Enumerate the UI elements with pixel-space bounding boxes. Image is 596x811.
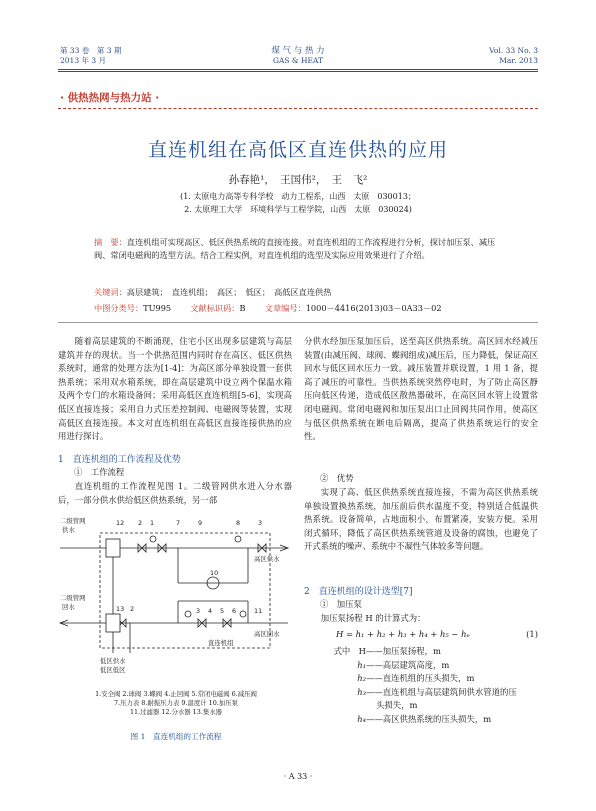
num-8: 8	[236, 519, 241, 527]
num-3: 3	[258, 519, 263, 527]
def-text: ——直连机组的压头损失，m	[366, 673, 475, 684]
header-rule	[58, 69, 538, 70]
def-sym	[304, 699, 376, 713]
label-return-in-1: 二级管网	[60, 594, 86, 602]
abstract	[94, 236, 502, 262]
header-right-line1: Vol. 33 No. 3	[489, 46, 538, 55]
def-text: ——高层建筑高度，m	[366, 659, 450, 670]
page-number: · A 33 ·	[283, 772, 313, 781]
num-4: 4	[208, 607, 213, 615]
paper-title: 直连机组在高低区直连供热的应用	[147, 139, 448, 161]
num-9: 9	[198, 519, 203, 527]
heading-1-2: ② 优势	[320, 473, 354, 483]
label-return-in-2: 回水	[62, 603, 75, 611]
num-2: 2	[138, 519, 143, 527]
def-row	[304, 686, 538, 700]
left-para-1: 随着高层建筑的不断涌现，住宅小区出现多层建筑与高层建筑并存的现状。当一个供热范围内同时存在高区、低区供热系统时，通常的处理方法为[1-4]：为高区部分单独设置一套供热系统；采用双水箱系统，即在高层建筑中设立两个保温水箱及两个专门的水箱设备间；采用高低区直连机组[5-6]，实现高低区直接连接；采用自力式压差控制阀、电磁阀等装置，实现高低区直接连接。本文对直连机组在高低区直接连接供热的应用进行探讨。	[58, 336, 292, 442]
label-low-2: 低区低区	[100, 666, 126, 674]
heading-2-1: ① 加压泵	[320, 599, 362, 609]
def-text: 头损失，m	[376, 700, 418, 711]
label-high-supply: 高区供水	[254, 555, 280, 563]
clc-label: 中图分类号：	[94, 303, 144, 313]
journal-name	[238, 46, 358, 66]
doc-value: B	[239, 303, 246, 313]
def-row	[304, 713, 538, 727]
clc-value: TU995	[143, 303, 172, 313]
formula: H = h₁ + h₂ + h₃ + h₄ + h₅ − hₑ	[336, 629, 470, 639]
def-text: ——高区供热系统的压头损失，m	[366, 713, 492, 724]
authors: 孙春艳¹， 王国伟²， 王 飞²	[228, 174, 368, 186]
num-10: 10	[210, 569, 219, 577]
def-text: ——直连机组与高层建筑间供水管道的压	[366, 686, 517, 697]
num-1: 1	[150, 519, 155, 527]
num-7: 7	[176, 519, 181, 527]
heading-1-1: ① 工作流程	[74, 467, 125, 477]
num-5: 5	[220, 607, 225, 615]
right-para-1: 分供水经加压泵加压后，送至高区供热系统。高区回水经减压装置(由减压阀、球阀、蝶阀组成)减压后，压力降低，保证高区回水与低区回水压力一致。减压装置并联设置，1 用 1 备，提高了减压的可靠性。当供热系统突然停电时，为了防止高区静压向低区传递，造成低区散热器破坏，在高区回水管上设置常闭电磁阀。常闭电磁阀和加压泵出口止回阀共同作用，使高区与低区供热系统在断电后隔离，提高了供热系统运行的安全性。	[304, 336, 538, 442]
def-row	[304, 659, 538, 673]
def-row	[304, 672, 538, 686]
article-value: 1000－4416(2013)03－0A33－02	[305, 303, 442, 313]
heading-2: 2 直连机组的设计选型[7]	[304, 587, 413, 597]
header-center-line2: GAS & HEAT	[272, 56, 323, 65]
label-unit: 直连机组	[208, 639, 234, 647]
label-low-1: 低区供水	[100, 657, 126, 665]
header-rule-2	[58, 71, 538, 72]
def-sym: h₁	[357, 659, 366, 670]
num-6: 6	[232, 607, 237, 615]
affiliation-1: (1. 太原电力高等专科学校 动力工程系，山西 太原 030013；	[180, 192, 416, 201]
abstract-label: 摘 要：	[94, 237, 127, 247]
header-center-line1: 煤 气 与 热 力	[271, 46, 325, 56]
doc-label: 文献标识码：	[190, 303, 240, 313]
keywords-text: 高层建筑； 直连机组； 高区； 低区； 高低区直连供热	[126, 287, 332, 297]
legend-line-2: 7.压力表 8.耐振压力表 9.温度计 10.加压泵	[113, 699, 239, 707]
section-tag: · 供热热网与热力站 ·	[60, 92, 160, 104]
abstract-text: 直连机组可实现高区、低区供热系统的直接连接。对直连机组的工作流程进行分析，探讨加压泵、减压阀、常闭电磁阀的选型方法。结合工程实例，对直连机组的选型及实际应用效果进行了介绍。	[94, 237, 496, 260]
classification	[94, 302, 534, 315]
def-row	[304, 699, 538, 713]
section-divider	[58, 108, 538, 109]
article-label: 文章编号：	[264, 303, 306, 313]
num-2b: 2	[130, 605, 135, 613]
formula-number: (1)	[526, 629, 538, 639]
num-13: 13	[116, 605, 125, 613]
affiliations	[58, 190, 538, 216]
figure-caption: 图 1 直连机组的工作流程	[130, 732, 222, 741]
header-left-line2: 2013 年 3 月	[60, 56, 107, 65]
num-3b: 3	[196, 607, 201, 615]
def-sym: 式中 H	[333, 646, 366, 656]
def-sym: h₃	[357, 686, 366, 697]
label-supply-in-2: 供水	[62, 526, 75, 534]
right-para-2: 实现了高、低区供热系统直接连接，不需为高区供热系统单独设置换热系统，加压前后供水温度不变，特别适合低温供热系统。设备简单，占地面积小，布置紧凑，安装方便。采用闭式循环，降低了高区供热系统管道及设备的腐蚀，也避免了开式系统的噪声、系统中不凝性气体较多等问题。	[304, 487, 538, 552]
legend-line-3: 11.过滤器 12.分水器 13.集水器	[129, 708, 223, 716]
figure-legend	[58, 690, 294, 717]
journal-issue	[460, 46, 538, 66]
legend-line-1: 1.安全阀 2.球阀 3.蝶阀 4.止回阀 5.常闭电磁阀 6.减压阀	[95, 690, 257, 698]
right-para-3: 加压泵扬程 H 的计算式为：	[320, 613, 426, 623]
abstract-rule	[58, 322, 538, 323]
left-para-2: 直连机组的工作流程见图 1。二级管网供水进入分水器后，一部分供水供给低区供热系统，另一部	[58, 481, 292, 505]
def-sym: h₂	[357, 673, 366, 684]
header-right-line2: Mar. 2013	[499, 56, 538, 65]
label-supply-in-1: 二级管网	[60, 517, 86, 525]
def-row	[304, 645, 538, 659]
num-12: 12	[116, 519, 125, 527]
heading-1: 1 直连机组的工作流程及优势	[58, 455, 181, 465]
def-text: ——加压泵扬程，m	[366, 646, 441, 656]
journal-volume	[60, 46, 180, 66]
definitions	[304, 645, 538, 727]
affiliation-2: 2. 太原理工大学 环境科学与工程学院，山西 太原 030024)	[184, 205, 412, 214]
header-left-line1: 第 33 卷 第 3 期	[60, 46, 122, 55]
keywords-label: 关键词：	[94, 287, 127, 297]
num-11: 11	[254, 607, 263, 615]
keywords	[94, 286, 514, 299]
label-high-return: 高区回水	[254, 630, 280, 638]
flow-diagram	[58, 513, 294, 678]
def-sym: h₄	[357, 713, 366, 724]
